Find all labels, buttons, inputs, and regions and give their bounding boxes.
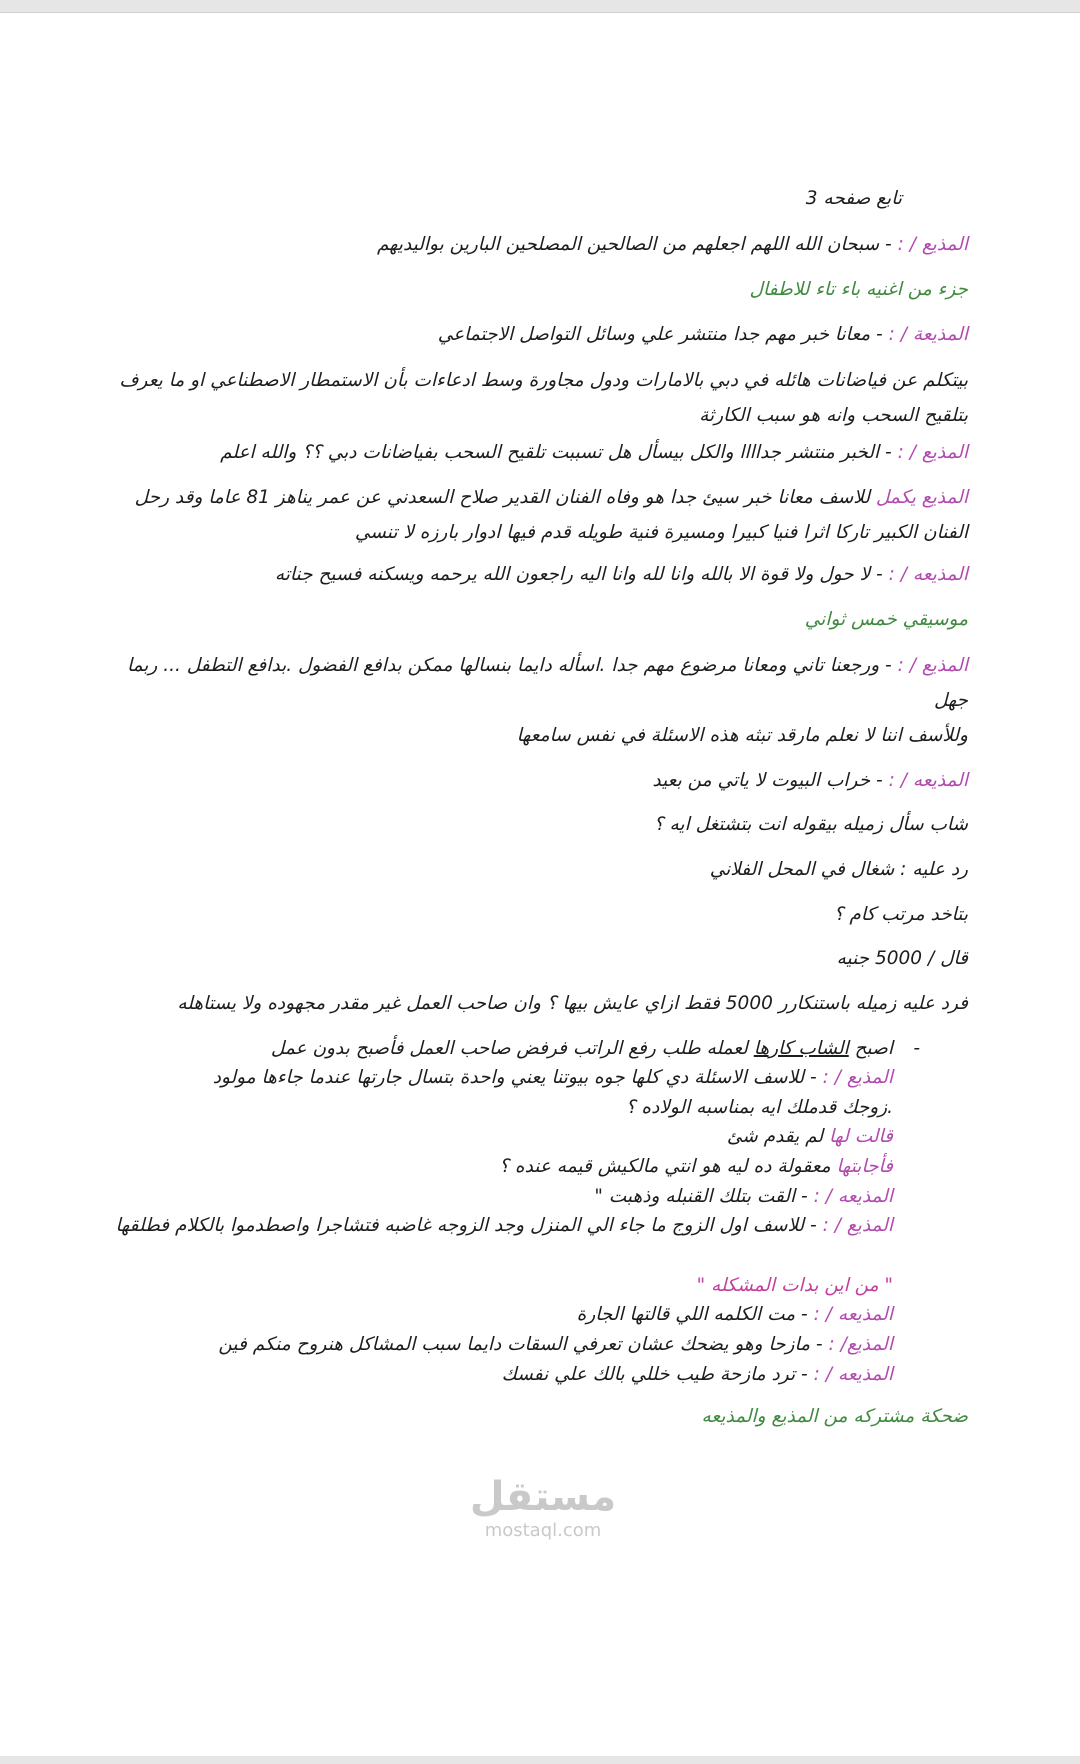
speaker-label: المذيعه / :	[888, 770, 968, 791]
line-text: القت بتلك القنبله وذهبت "	[594, 1186, 796, 1207]
script-line-3: المذيع / : - الخبر منتشر جداااا والكل بيسأل هل تسببت تلقيح السحب بفياضانات دبي ؟؟ والله اعلم	[220, 442, 968, 463]
speaker-label: المذيع / :	[897, 234, 968, 255]
list-item: المذيع / : - للاسف اول الزوج ما جاء الي المنزل وجد الزوجه غاضبه فتشاجرا واصطدموا بالكلام فطلقها	[115, 1215, 893, 1236]
list-item	[499, 1156, 893, 1177]
speaker-label: المذيع / :	[897, 655, 968, 676]
bottom-bar	[0, 1756, 1080, 1764]
line-text: لا حول ولا قوة الا بالله وانا لله وانا اليه راجعون الله يرحمه ويسكنه فسيح جناته	[274, 564, 871, 585]
top-divider	[0, 12, 1080, 13]
stage-note-laughter: ضحكة مشتركه من المذيع والمذيعه	[701, 1406, 968, 1427]
list-item: المذيعه / : - ترد مازحة طيب خللي بالك علي نفسك	[501, 1364, 893, 1385]
script-line-6: المذيعه / : - خراب البيوت لا ياتي من بعيد	[652, 770, 968, 791]
script-line-7: شاب سأل زميله بيقوله انت بتشتغل ايه ؟	[653, 814, 968, 835]
script-paragraph-questions: المذيع / : - ورجعنا تاني ومعانا مرضوع مهم جدا .اسأله دايما بنسالها ممكن بدافع الفضول .بدافع التطفل ... ربما جهل	[126, 655, 968, 711]
script-paragraph-news	[110, 480, 968, 550]
line-text: للاسف اول الزوج ما جاء الي المنزل وجد الزوجه غاضبه فتشاجرا واصطدموا بالكلام فطلقها	[115, 1215, 805, 1236]
list-item: - اصبح الشاب كارها لعمله طلب رفع الراتب فرفض صاحب العمل فأصبح بدون عمل	[270, 1038, 920, 1059]
line-text: للاسف معانا خبر سيئ جدا هو وفاه الفنان القدير صلاح السعدني عن عمر يناهز 81 عاما وقد رحل الفنان الكبير تاركا اثرا فنيا كبيرا ومسيرة فنية طويله قدم فيها ادوار بارزه لا تنسي	[134, 487, 968, 543]
speaker-label: المذيع / :	[897, 442, 968, 463]
script-line-5: وللأسف اننا لا نعلم مارقد تبثه هذه الاسئلة في نفس سامعها	[516, 725, 968, 746]
speaker-label: المذيعه / :	[813, 1304, 893, 1325]
line-text: خراب البيوت لا ياتي من بعيد	[652, 770, 871, 791]
script-line-2: المذيعة / : - معانا خبر مهم جدا منتشر علي وسائل التواصل الاجتماعي	[437, 324, 968, 345]
speaker-label: فأجابتها	[836, 1156, 893, 1177]
list-item: المذيعه / : - مت الكلمه اللي قالتها الجارة	[576, 1304, 893, 1325]
script-paragraph-floods: بيتكلم عن فياضانات هائله في دبي بالامارات ودول مجاورة وسط ادعاءات بأن الاستمطار الاصطناعي او ما يعرف بتلقيح السحب وانه هو سبب الكارثة	[119, 370, 968, 426]
page-heading: تابع صفحه 3	[805, 188, 902, 209]
script-line-4: المذيعه / : - لا حول ولا قوة الا بالله وانا لله وانا اليه راجعون الله يرحمه ويسكنه فسيح جناته	[274, 564, 968, 585]
watermark-logo-text: مستقل	[469, 1474, 617, 1520]
watermark-url: mostaql.com	[484, 1520, 602, 1541]
line-text: لم يقدم شئ	[726, 1126, 824, 1147]
speaker-label: المذيع / :	[822, 1215, 893, 1236]
list-item: المذيعه / : - القت بتلك القنبله وذهبت "	[594, 1186, 893, 1207]
speaker-label: المذيعه / :	[813, 1186, 893, 1207]
line-text: معقولة ده ليه هو انتي مالكيش قيمه عنده ؟	[499, 1156, 831, 1177]
list-item: المذيع / : - للاسف الاسئلة دي كلها جوه بيوتنا يعني واحدة بتسال جارتها عندما جاءها مولود .زوجك قدملك ايه بمناسبه الولاده ؟	[212, 1067, 893, 1118]
line-text: الخبر منتشر جداااا والكل بيسأل هل تسببت تلقيح السحب بفياضانات دبي ؟؟ والله اعلم	[220, 442, 880, 463]
speaker-label: المذيعة / :	[888, 324, 968, 345]
script-line-9: بتاخد مرتب كام ؟	[833, 904, 968, 925]
top-bar	[0, 0, 1080, 12]
line-text: مت الكلمه اللي قالتها الجارة	[576, 1304, 796, 1325]
speaker-label: المذيعه / :	[813, 1364, 893, 1385]
line-text: مازحا وهو يضحك عشان تعرفي السقات دايما سبب المشاكل هنروح منكم فين	[218, 1334, 811, 1355]
speaker-label: قالت لها	[829, 1126, 893, 1147]
bullet-marker: -	[913, 1038, 920, 1059]
line-text: سبحان الله اللهم اجعلهم من الصالحين المصلحين البارين بواليديهم	[376, 234, 880, 255]
speaker-label: المذيع يكمل	[875, 487, 968, 508]
line-text: ورجعنا تاني ومعانا مرضوع مهم جدا .اسأله دايما بنسالها ممكن بدافع الفضول .بدافع التطفل ... ربما جهل	[126, 655, 968, 711]
list-item: المذيع/ : - مازحا وهو يضحك عشان تعرفي السقات دايما سبب المشاكل هنروح منكم فين	[218, 1334, 893, 1355]
stage-note-song: جزء من اغنيه باء تاء للاطفال	[749, 279, 968, 300]
speaker-label: المذيع/ :	[828, 1334, 893, 1355]
line-text: معانا خبر مهم جدا منتشر علي وسائل التواصل الاجتماعي	[437, 324, 871, 345]
list-item	[727, 1126, 893, 1147]
line-text: للاسف الاسئلة دي كلها جوه بيوتنا يعني واحدة بتسال جارتها عندما جاءها مولود .زوجك قدملك ايه بمناسبه الولاده ؟	[212, 1067, 893, 1118]
line-text: ترد مازحة طيب خللي بالك علي نفسك	[501, 1364, 796, 1385]
underlined-text: الشاب كارها	[753, 1038, 849, 1059]
list-item-quote: " من اين بدات المشكله "	[696, 1275, 893, 1296]
script-line-11: فرد عليه زميله باستنكارر 5000 فقط ازاي عايش بيها ؟ وان صاحب العمل غير مقدر مجهوده ولا يستاهله	[177, 993, 968, 1014]
script-line-10: قال / 5000 جنيه	[836, 948, 968, 969]
stage-note-music: موسيقي خمس ثواني	[804, 609, 968, 630]
script-line-8: رد عليه : شغال في المحل الفلاني	[709, 859, 968, 880]
script-line-1: المذيع / : - سبحان الله اللهم اجعلهم من الصالحين المصلحين البارين بواليديهم	[376, 234, 968, 255]
mostaql-watermark	[423, 1474, 663, 1542]
speaker-label: المذيع / :	[822, 1067, 893, 1088]
speaker-label: المذيعه / :	[888, 564, 968, 585]
